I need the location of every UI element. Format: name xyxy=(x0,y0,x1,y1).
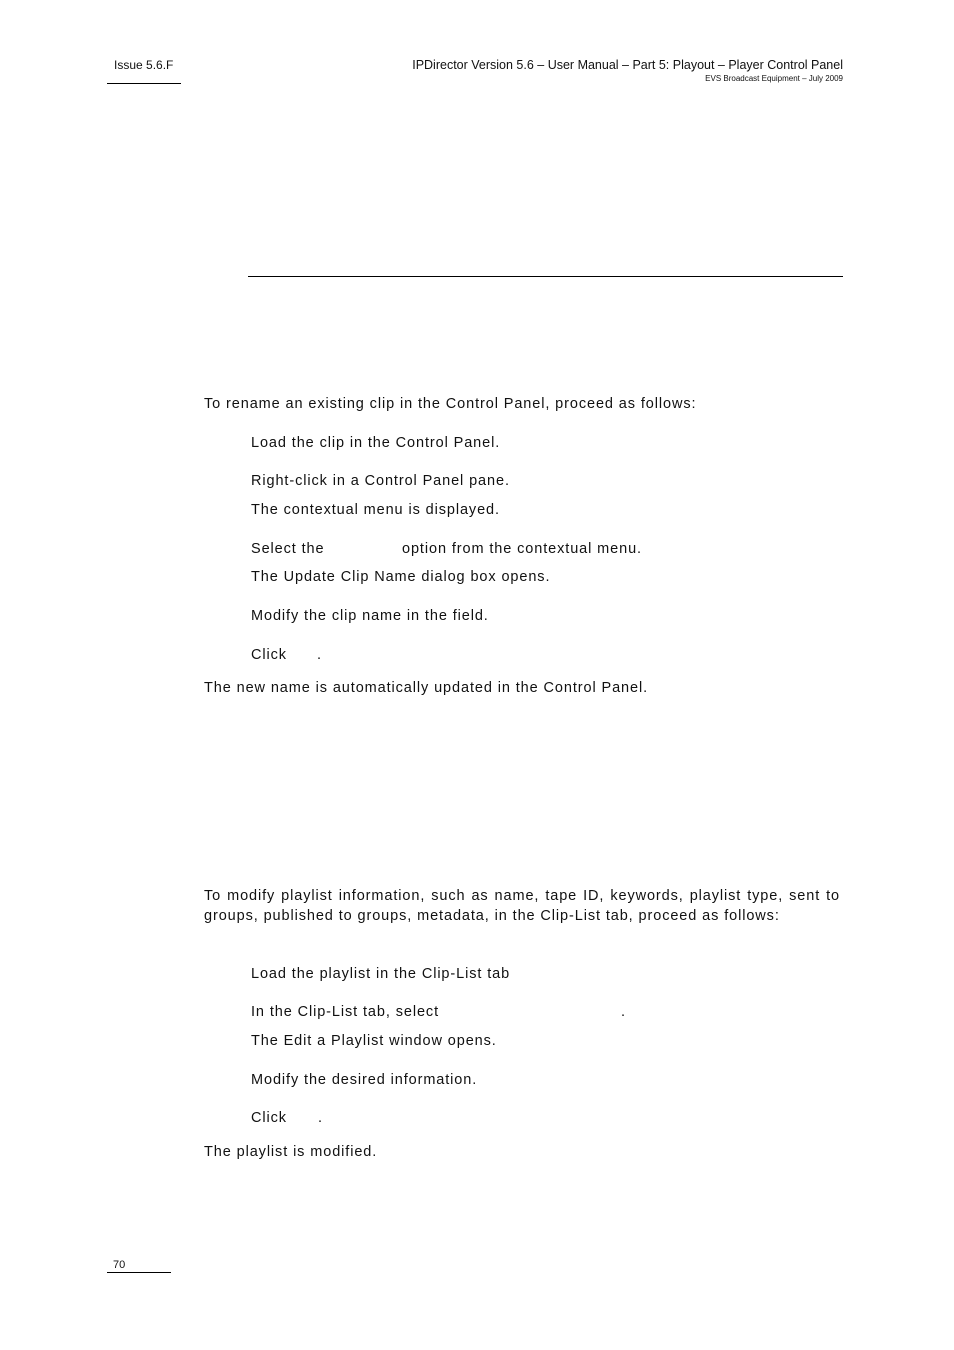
rename-step-5-part-b: . xyxy=(317,647,322,663)
rename-step-2: Right-click in a Control Panel pane. xyxy=(251,473,510,489)
rename-conclusion: The new name is automatically updated in the Control Panel. xyxy=(204,680,649,696)
playlist-step-1: Load the playlist in the Clip-List tab xyxy=(251,966,511,982)
header-rule xyxy=(107,83,181,84)
playlist-step-2-part-b: . xyxy=(621,1004,626,1020)
playlist-step-4-part-b: . xyxy=(318,1110,323,1126)
rename-step-4: Modify the clip name in the field. xyxy=(251,608,489,624)
rename-step-3-result: The Update Clip Name dialog box opens. xyxy=(251,569,551,585)
header-title: IPDirector Version 5.6 – User Manual – Part 5: Playout – Player Control Panel xyxy=(412,58,843,72)
rename-step-5-part-a: Click xyxy=(251,647,287,663)
playlist-step-2-part-a: In the Clip-List tab, select xyxy=(251,1004,439,1020)
playlist-step-3: Modify the desired information. xyxy=(251,1072,478,1088)
header-subtitle: EVS Broadcast Equipment – July 2009 xyxy=(705,74,843,83)
rename-intro: To rename an existing clip in the Control Panel, proceed as follows: xyxy=(204,396,697,412)
playlist-intro: To modify playlist information, such as name, tape ID, keywords, playlist type, sent to groups, published to groups, metadata, in the Clip-List tab, proceed as follows: xyxy=(204,888,840,924)
playlist-conclusion: The playlist is modified. xyxy=(204,1144,378,1160)
rename-step-1: Load the clip in the Control Panel. xyxy=(251,435,501,451)
section-divider xyxy=(248,276,843,277)
rename-step-3-part-a: Select the xyxy=(251,541,325,557)
playlist-step-4-part-a: Click xyxy=(251,1110,287,1126)
playlist-step-2-result: The Edit a Playlist window opens. xyxy=(251,1033,497,1049)
footer-rule xyxy=(107,1272,171,1273)
rename-step-2-result: The contextual menu is displayed. xyxy=(251,502,500,518)
header-issue: Issue 5.6.F xyxy=(114,58,174,72)
rename-step-3-part-b: option from the contextual menu. xyxy=(402,541,642,557)
page-number: 70 xyxy=(113,1259,126,1271)
